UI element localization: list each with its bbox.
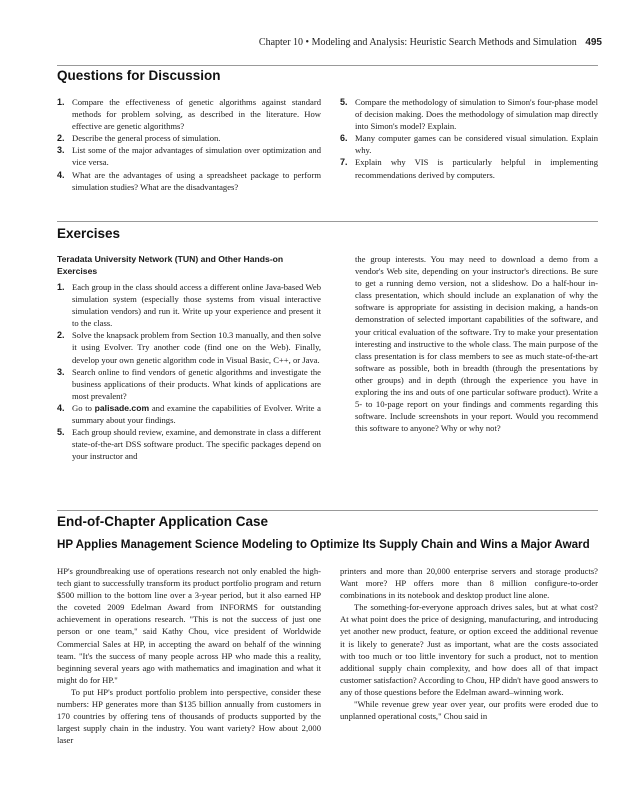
exercises-left-column (57, 253, 321, 462)
item-number: 1. (57, 97, 65, 107)
list-item (57, 144, 321, 168)
list-item (340, 96, 598, 132)
case-paragraph: "While revenue grew year over year, our profits were eroded due to unplanned operational costs," Chou said in (340, 699, 598, 722)
discussion-list-right (340, 96, 598, 181)
case-paragraph: The something-for-everyone approach drives sales, but at what cost? At what point does the price of designing, manufacturing, and introducing yet another new product, feature, or option exceed the additional revenue it is likely to generate? Just as important, what are the costs associated with too much or too little inventory for such a product, not to mention additional supply chain complexity, and how does all of that impact customer satisfaction? According to Chou, HP didn't have good answers to any of those questions before the Edelman award–winning work. (340, 602, 598, 697)
list-item (340, 132, 598, 156)
item-number: 2. (57, 133, 65, 144)
section-rule (57, 221, 598, 222)
item-text: Each group should review, examine, and demonstrate in class a different state-of-the-art DSS software product. The specific packages depend on your instructor and (72, 427, 321, 462)
list-item (57, 402, 321, 426)
discussion-right-column (340, 96, 598, 181)
item-number: 3. (57, 366, 65, 377)
exercise-continuation: the group interests. You may need to download a demo from a vendor's Web site, depending on your instructor's directions. Be sure to get a running demo version, not a slideshow. Do a half-hour in-class presentation, which should include an explanation of why the software is appropriate for assisting in decision making, a hands-on demonstration of selected important capabilities of the software, and your critical evaluation of the software. Try to make your presentation interesting and instructive to the whole class. The main purpose of the class presentation is for class members to see as much state-of-the-art software as possible, both in breadth (through the presentations by other groups) and in depth (through the experience you have in exploring the ins and outs of one particular software product). Write a 5- to 10-page report on your findings and comments regarding this software. Include screenshots in your report. Would you recommend this software to anyone? Why or why not? (355, 254, 598, 434)
page-number: 495 (585, 37, 602, 48)
running-head: Chapter 10 • Modeling and Analysis: Heuristic Search Methods and Simulation (258, 37, 577, 48)
running-header (259, 37, 602, 48)
list-item (57, 132, 321, 144)
item-text: Go to (72, 402, 95, 413)
item-number: 7. (340, 157, 348, 168)
list-item (57, 329, 321, 365)
discussion-title: Questions for Discussion (57, 68, 221, 83)
item-number: 2. (57, 330, 65, 341)
item-text: Search online to find vendors of genetic algorithms and investigate the business applications of their products. What kinds of applications are most prevalent? (72, 366, 321, 401)
item-text: List some of the major advantages of simulation over optimization and vice versa. (72, 145, 321, 168)
exercises-subheading: Teradata University Network (TUN) and Other Hands-on Exercises (57, 254, 284, 276)
item-text: Each group in the class should access a different online Java-based Web simulation system (especially those systems from visual interactive simulation vendors) and run it. Write up your experience and present it to the class. (72, 282, 321, 329)
case-left-column (57, 565, 321, 746)
discussion-left-column (57, 96, 321, 193)
item-text: What are the advantages of using a spreadsheet package to perform simulation studies? What are the disadvantages? (72, 169, 321, 192)
item-number: 1. (57, 282, 65, 292)
list-item (57, 281, 321, 329)
item-number: 5. (340, 97, 348, 107)
item-text: Compare the effectiveness of genetic algorithms against standard methods for problem solving, as described in the literature. How effective are genetic algorithms? (72, 97, 321, 132)
exercises-right-column (355, 253, 598, 434)
case-paragraph: To put HP's product portfolio problem into perspective, consider these numbers: HP generates more than $135 billion annually from customers in 170 countries by offering tens of thousands of products supported by the largest supply chain in the industry. You want variety? How about 2,000 laser (57, 686, 321, 746)
item-text: and examine the capabilities of Evolver. Write a summary about your findings. (72, 402, 321, 426)
case-title: End-of-Chapter Application Case (57, 514, 269, 529)
section-rule (57, 65, 598, 66)
item-text: Solve the knapsack problem from Section 10.3 manually, and then solve it using Evolver. Try another code (find one on the Web). Finally, develop your own genetic algorithm code in Visual Basic, C++, or Java. (72, 330, 321, 365)
case-paragraph: printers and more than 20,000 enterprise servers and storage products? Want more? HP offers more than 8 million configure-to-order combinations in its notebook and desktop product line alone. (340, 566, 598, 601)
item-number: 6. (340, 133, 348, 144)
case-paragraph: HP's groundbreaking use of operations research not only enabled the high-tech giant to successfully transform its product portfolio program and return $500 million to the bottom line over a 3-year period, but it also earned HP the coveted 2009 Edelman Award from INFORMS for outstanding achievement in operations research. "This is not the success of just one person or one team," said Kathy Chou, vice president of Worldwide Commercial Sales at HP, in accepting the award on behalf of the winning team. "It's the success of many people across HP who made this a reality, beginning several years ago with mathematics and imagination and what it might do for HP." (57, 566, 321, 685)
discussion-list-left (57, 96, 321, 193)
item-number: 4. (57, 169, 65, 180)
list-item (57, 426, 321, 462)
item-text: Describe the general process of simulation. (72, 133, 221, 144)
exercises-list (57, 281, 321, 462)
case-right-column (340, 565, 598, 722)
case-subtitle: HP Applies Management Science Modeling to Optimize Its Supply Chain and Wins a Major Award (57, 538, 590, 551)
item-text: Many computer games can be considered visual simulation. Explain why. (355, 133, 598, 156)
item-number: 5. (57, 427, 65, 438)
list-item (340, 156, 598, 180)
list-item (57, 169, 321, 193)
exercises-title: Exercises (57, 226, 121, 241)
list-item (57, 366, 321, 402)
section-rule (57, 510, 598, 511)
item-number: 4. (57, 402, 65, 413)
website-link: palisade.com (94, 402, 150, 413)
item-text: Explain why VIS is particularly helpful in implementing recommendations derived by computers. (355, 157, 598, 180)
item-text: Compare the methodology of simulation to Simon's four-phase model of decision making. Does the methodology of simulation map directly into Simon's model? Explain. (355, 97, 598, 132)
list-item (57, 96, 321, 132)
item-number: 3. (57, 145, 65, 156)
